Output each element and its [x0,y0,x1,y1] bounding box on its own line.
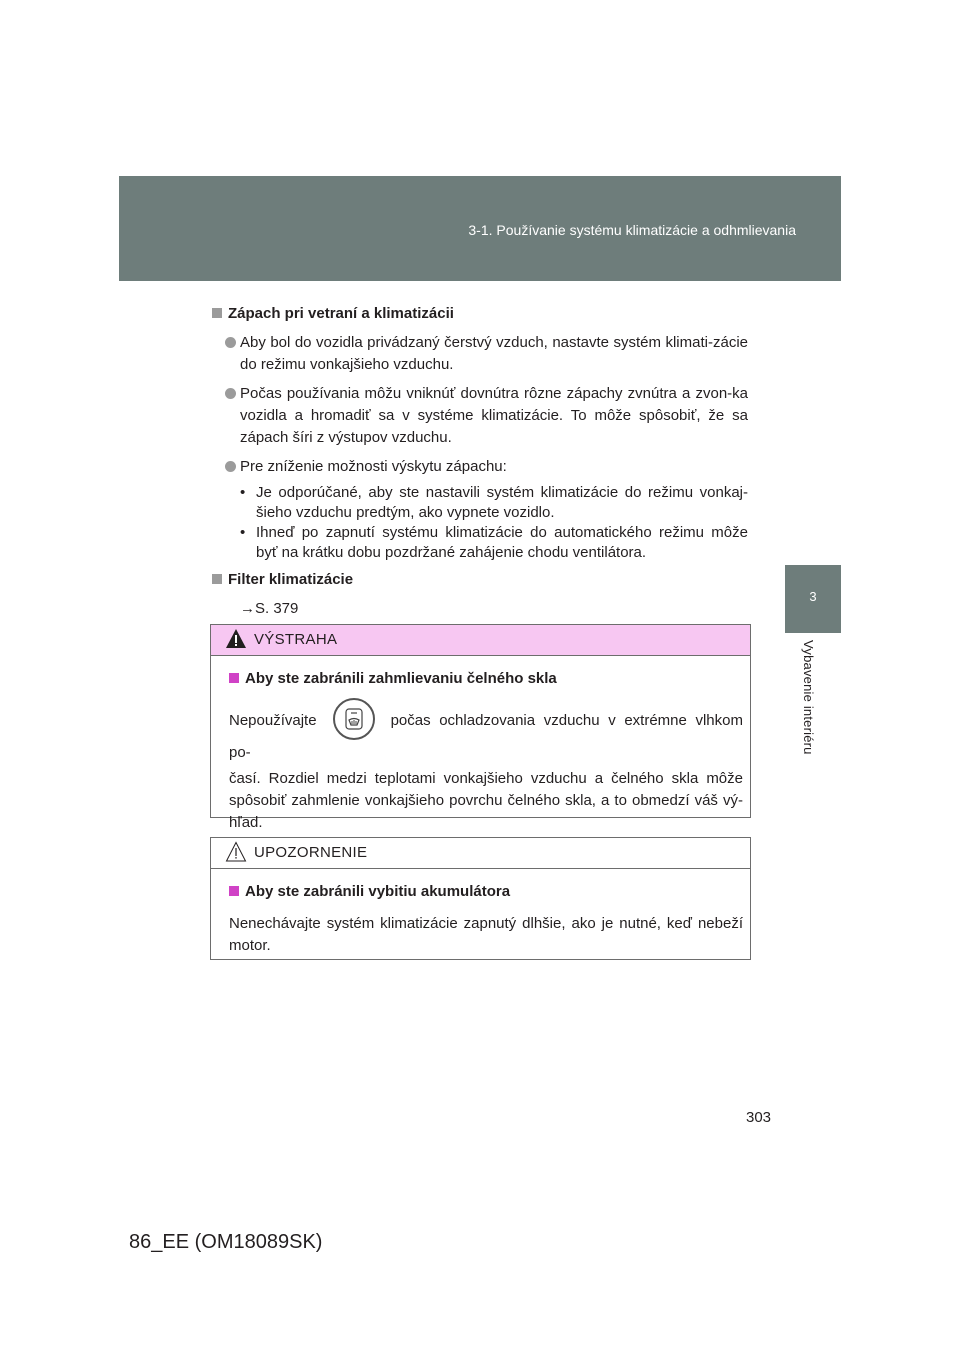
chapter-side-label: Vybavenie interiéru [801,640,816,755]
bullet-item: Pre zníženie možnosti výskytu zápachu: [212,456,748,478]
sub-list-item: • Ihneď po zapnutí systému klimatizácie do automatického režimu môže byť na krátku dobu pozdržané zahájenie chodu ventilátora. [240,524,748,561]
chapter-tab [785,565,841,633]
bullet-glyph: • [240,524,246,541]
arrow-icon: → [240,600,255,617]
bullet-item: Aby bol do vozidla privádzaný čerstvý vzduch, nastavte systém klimati-zácie do režimu vonkajšieho vzduchu. [212,332,748,376]
caution-box-body [211,869,750,967]
section-heading-filter: Filter klimatizácie [212,569,748,591]
warning-title: VÝSTRAHA [254,631,338,648]
chapter-number: 3 [809,589,817,604]
caution-box-header [211,838,750,869]
bullet-item: Počas používania môžu vniknúť dovnútra rôzne zápachy zvnútra a zvon-ka vozidla a hromadiť sa v systéme klimatizácie. To môže spôsobiť, že sa zápach šíri z výstupov vzduchu. [212,383,748,449]
warning-box-header [211,625,750,656]
round-bullet-icon [225,388,236,399]
warning-heading: Aby ste zabránili zahmlievaniu čelného skla [229,668,743,690]
warning-triangle-icon [225,628,247,649]
square-bullet-icon [212,574,222,584]
section-heading-odor: Zápach pri vetraní a klimatizácii [212,303,748,325]
warning-text-rest: časí. Rozdiel medzi teplotami vonkajšieho vzduchu a čelného skla môže spôsobiť zahmlenie vonkajšieho povrchu čelného skla, a to obmedzí váš vý-hľad. [229,770,743,831]
warning-box [210,624,751,831]
sub-list-item: • Je odporúčané, aby ste nastavili systém klimatizácie do režimu vonkaj-šieho vzduchu predtým, ako vypnete vozidlo. [240,484,748,521]
caution-triangle-icon [225,841,247,862]
warning-box-body [211,656,750,844]
bullet-glyph: • [240,484,246,501]
round-bullet-icon [225,337,236,348]
chapter-header-band [119,176,841,281]
caution-box [210,837,751,960]
caution-heading: Aby ste zabránili vybitiu akumulátora [229,881,743,903]
square-bullet-icon [212,308,222,318]
square-bullet-icon [229,673,239,683]
square-bullet-icon [229,886,239,896]
page-reference [212,598,748,620]
windshield-defogger-button-icon [333,698,375,740]
chapter-title: 3-1. Používanie systému klimatizácie a odhmlievania [468,222,796,238]
round-bullet-icon [225,461,236,472]
warning-text: Nepoužívajte počas ochladzovania vzduchu v extrémne vlhkom po- [229,700,743,764]
caution-title: UPOZORNENIE [254,844,368,861]
page-reference-link[interactable]: S. 379 [255,600,299,617]
sub-list [212,483,748,563]
caution-text: Nenechávajte systém klimatizácie zapnutý dlhšie, ako je nutné, keď nebeží motor. [229,915,743,954]
page-number: 303 [746,1109,772,1126]
document-code: 86_EE (OM18089SK) [129,1231,323,1253]
main-content [212,303,748,620]
